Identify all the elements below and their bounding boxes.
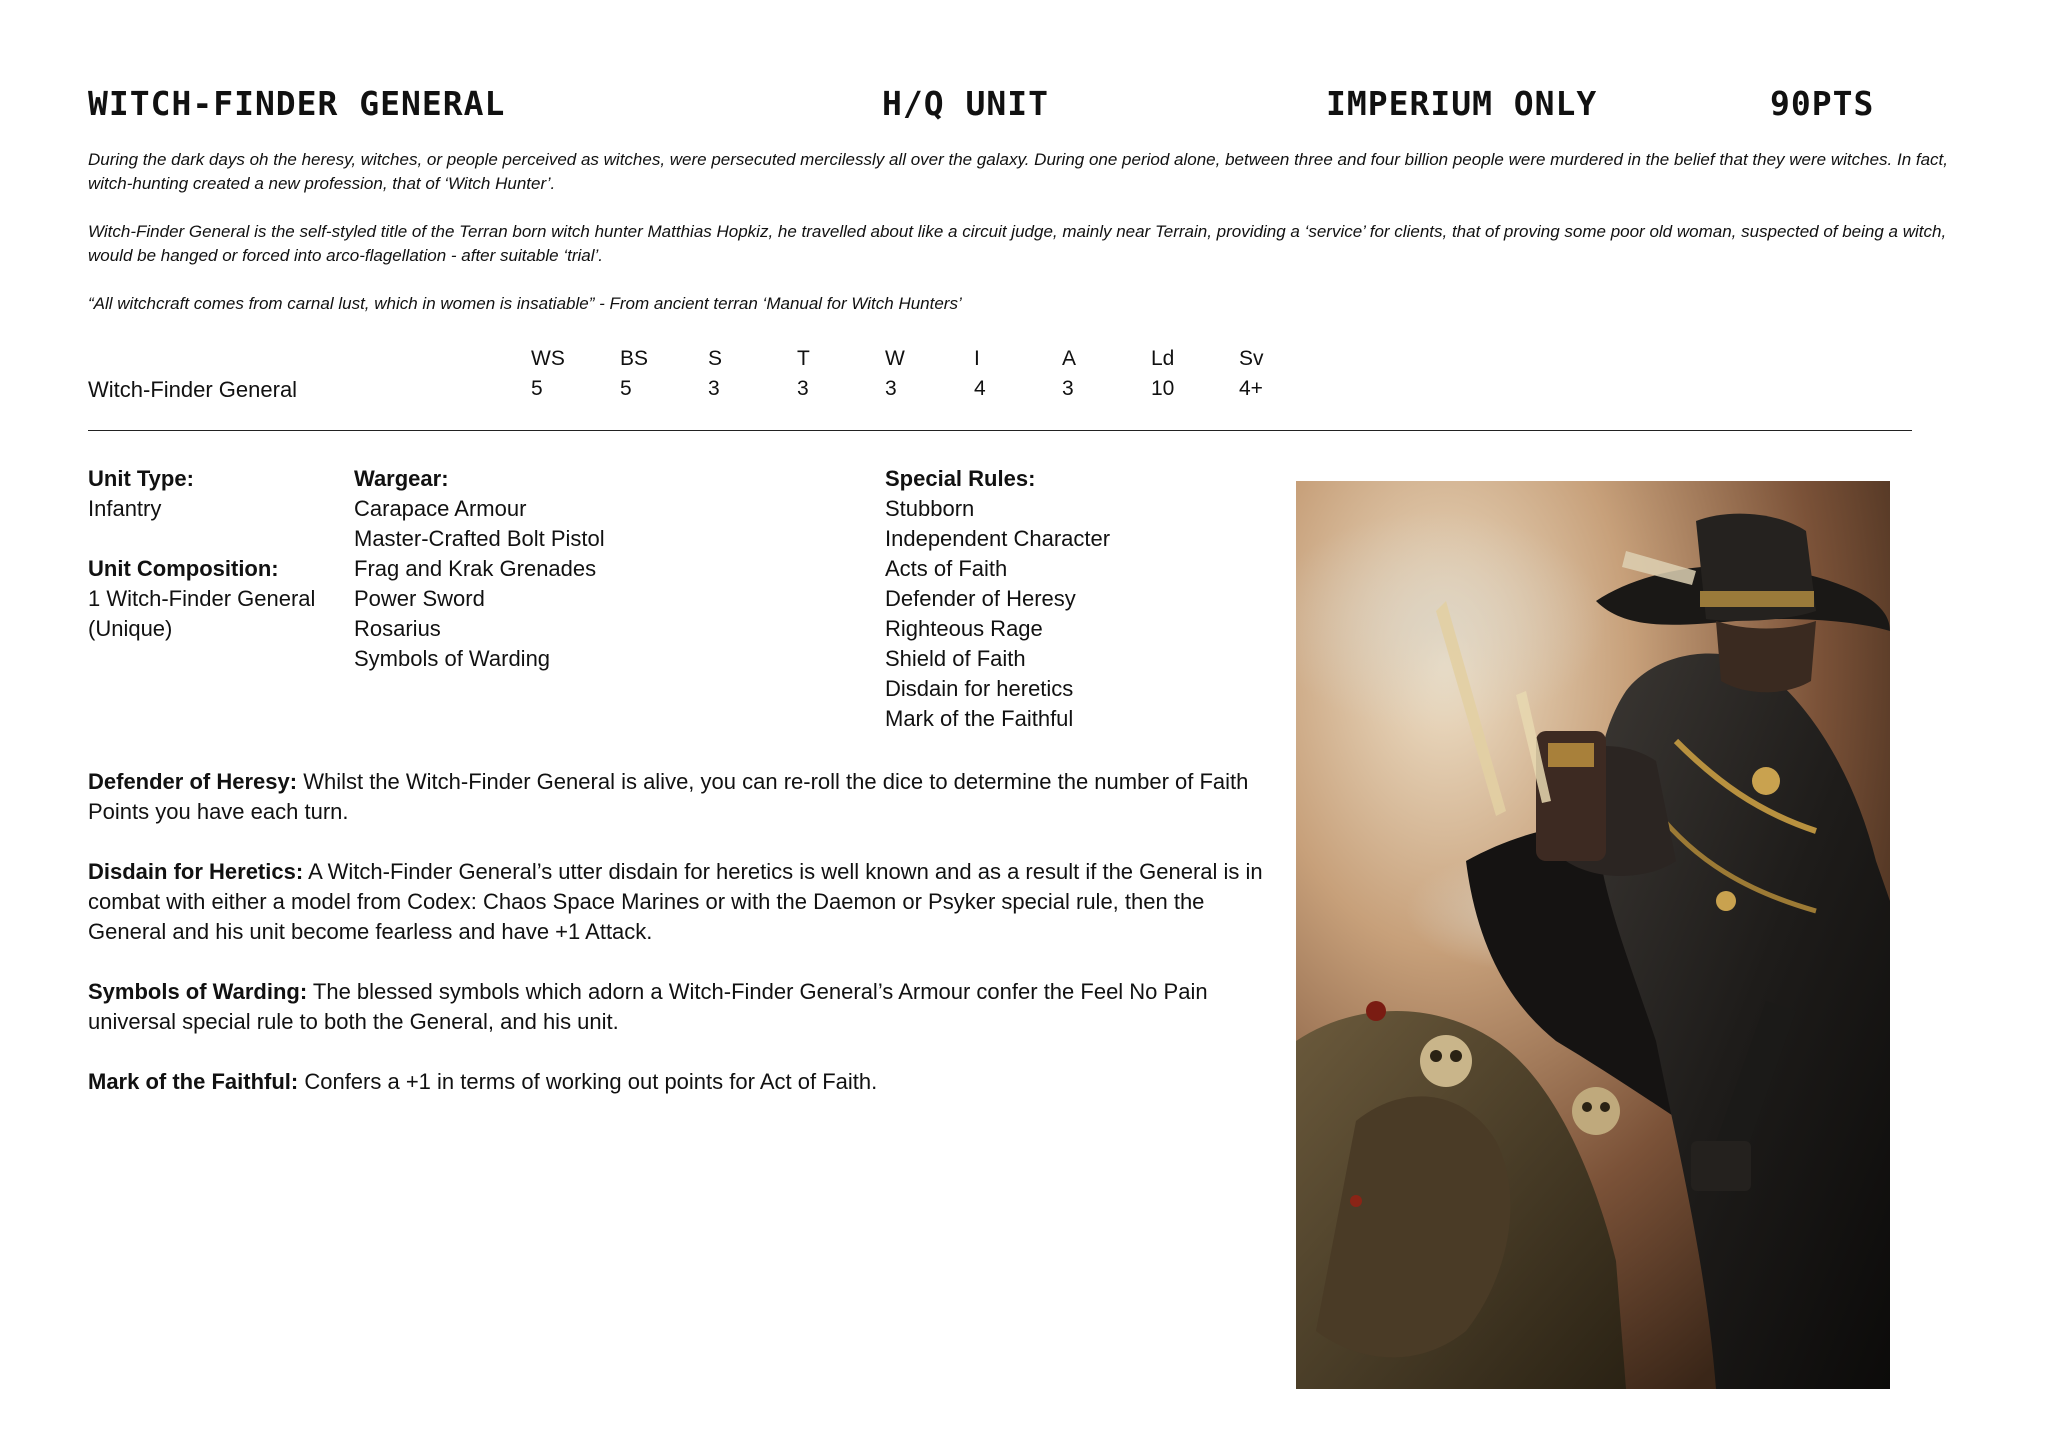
rule-description-defender-of-heresy (88, 767, 1268, 827)
wargear-item: Symbols of Warding (354, 646, 551, 671)
stat-label-bs: BS (620, 347, 649, 370)
rule-description-name: Disdain for Heretics: (88, 859, 304, 884)
stat-label-sv: Sv (1239, 347, 1264, 370)
rule-description-text: Confers a +1 in terms of working out points for Act of Faith. (298, 1069, 878, 1094)
stat-value-bs: 5 (620, 377, 632, 400)
stat-label-t: T (797, 347, 810, 370)
stat-value-t: 3 (797, 377, 809, 400)
rule-description-mark-of-the-faithful (88, 1067, 1268, 1097)
special-rule-item: Acts of Faith (885, 556, 1008, 581)
intro-paragraph-2: Witch-Finder General is the self-styled title of the Terran born witch hunter Matthias Hopkiz, he travelled about like a circuit judge, mainly near Terrain, providing a ‘service’ for clients, that of proving some poor old woman, suspected of being a witch, would be hanged or forced into arco-flagellation - after suitable ‘trial’. (88, 222, 1947, 265)
wargear-column (354, 464, 605, 674)
special-rule-item: Righteous Rage (885, 616, 1043, 641)
points-cost-heading: 90PTS (1770, 84, 1875, 123)
unit-composition-title: Unit Composition: (88, 556, 279, 581)
rule-description-name: Mark of the Faithful: (88, 1069, 299, 1094)
stat-value-s: 3 (708, 377, 720, 400)
stat-value-w: 3 (885, 377, 897, 400)
special-rules-title: Special Rules: (885, 466, 1036, 491)
stat-label-a: A (1062, 347, 1077, 370)
wargear-item: Master-Crafted Bolt Pistol (354, 526, 605, 551)
special-rule-item: Shield of Faith (885, 646, 1026, 671)
stat-label-s: S (708, 347, 723, 370)
spacer (88, 524, 315, 554)
unit-composition-line: 1 Witch-Finder General (88, 586, 316, 611)
wargear-item: Carapace Armour (354, 496, 527, 521)
wargear-item: Frag and Krak Grenades (354, 556, 597, 581)
rule-description-name: Symbols of Warding: (88, 979, 308, 1004)
unit-category-heading: H/Q UNIT (882, 84, 1049, 123)
intro-paragraph-1: During the dark days oh the heresy, witches, or people perceived as witches, were persecuted mercilessly all over the galaxy. During one period alone, between three and four billion people were murdered in the belief that they were witches. In fact, witch-hunting created a new profession, that of ‘Witch Hunter’. (88, 150, 1948, 193)
rule-description-disdain-for-heretics (88, 857, 1268, 947)
rule-description-symbols-of-warding (88, 977, 1268, 1037)
wargear-title: Wargear: (354, 466, 449, 491)
special-rule-item: Disdain for heretics (885, 676, 1074, 701)
faction-heading: IMPERIUM ONLY (1326, 84, 1598, 123)
stat-label-i: I (974, 347, 980, 370)
stat-value-ld: 10 (1151, 377, 1175, 400)
stat-value-a: 3 (1062, 377, 1074, 400)
special-rule-item: Mark of the Faithful (885, 706, 1074, 731)
special-rule-item: Stubborn (885, 496, 975, 521)
rule-description-text: The blessed symbols which adorn a Witch-Finder General’s Armour confer the Feel No Pain universal special rule to both the General, and his unit. (88, 979, 1208, 1034)
section-divider (88, 430, 1912, 431)
unit-type-title: Unit Type: (88, 466, 194, 491)
stat-label-w: W (885, 347, 905, 370)
wargear-item: Rosarius (354, 616, 441, 641)
intro-quote: “All witchcraft comes from carnal lust, which in women is insatiable” - From ancient terran ‘Manual for Witch Hunters’ (88, 294, 962, 313)
rule-description-name: Defender of Heresy: (88, 769, 298, 794)
rule-description-text: A Witch-Finder General’s utter disdain for heretics is well known and as a result if the General is in combat with either a model from Codex: Chaos Space Marines or with the Daemon or Psyker special rule, then the General and his unit become fearless and have +1 Attack. (88, 859, 1263, 944)
unit-name-heading: WITCH-FINDER GENERAL (88, 84, 506, 123)
wargear-item: Power Sword (354, 586, 485, 611)
stat-value-i: 4 (974, 377, 986, 400)
stat-label-ld: Ld (1151, 347, 1175, 370)
special-rule-item: Defender of Heresy (885, 586, 1076, 611)
witch-hunter-artwork (1296, 481, 1890, 1389)
unit-type-value: Infantry (88, 496, 162, 521)
statline-row-name: Witch-Finder General (88, 377, 298, 402)
special-rules-column (885, 464, 1110, 734)
stat-value-sv: 4+ (1239, 377, 1263, 400)
stat-value-ws: 5 (531, 377, 543, 400)
stat-label-ws: WS (531, 347, 565, 370)
unit-type-column (88, 464, 315, 644)
rule-description-text: Whilst the Witch-Finder General is alive, you can re-roll the dice to determine the number of Faith Points you have each turn. (88, 769, 1249, 824)
special-rule-item: Independent Character (885, 526, 1111, 551)
unit-composition-line: (Unique) (88, 616, 173, 641)
